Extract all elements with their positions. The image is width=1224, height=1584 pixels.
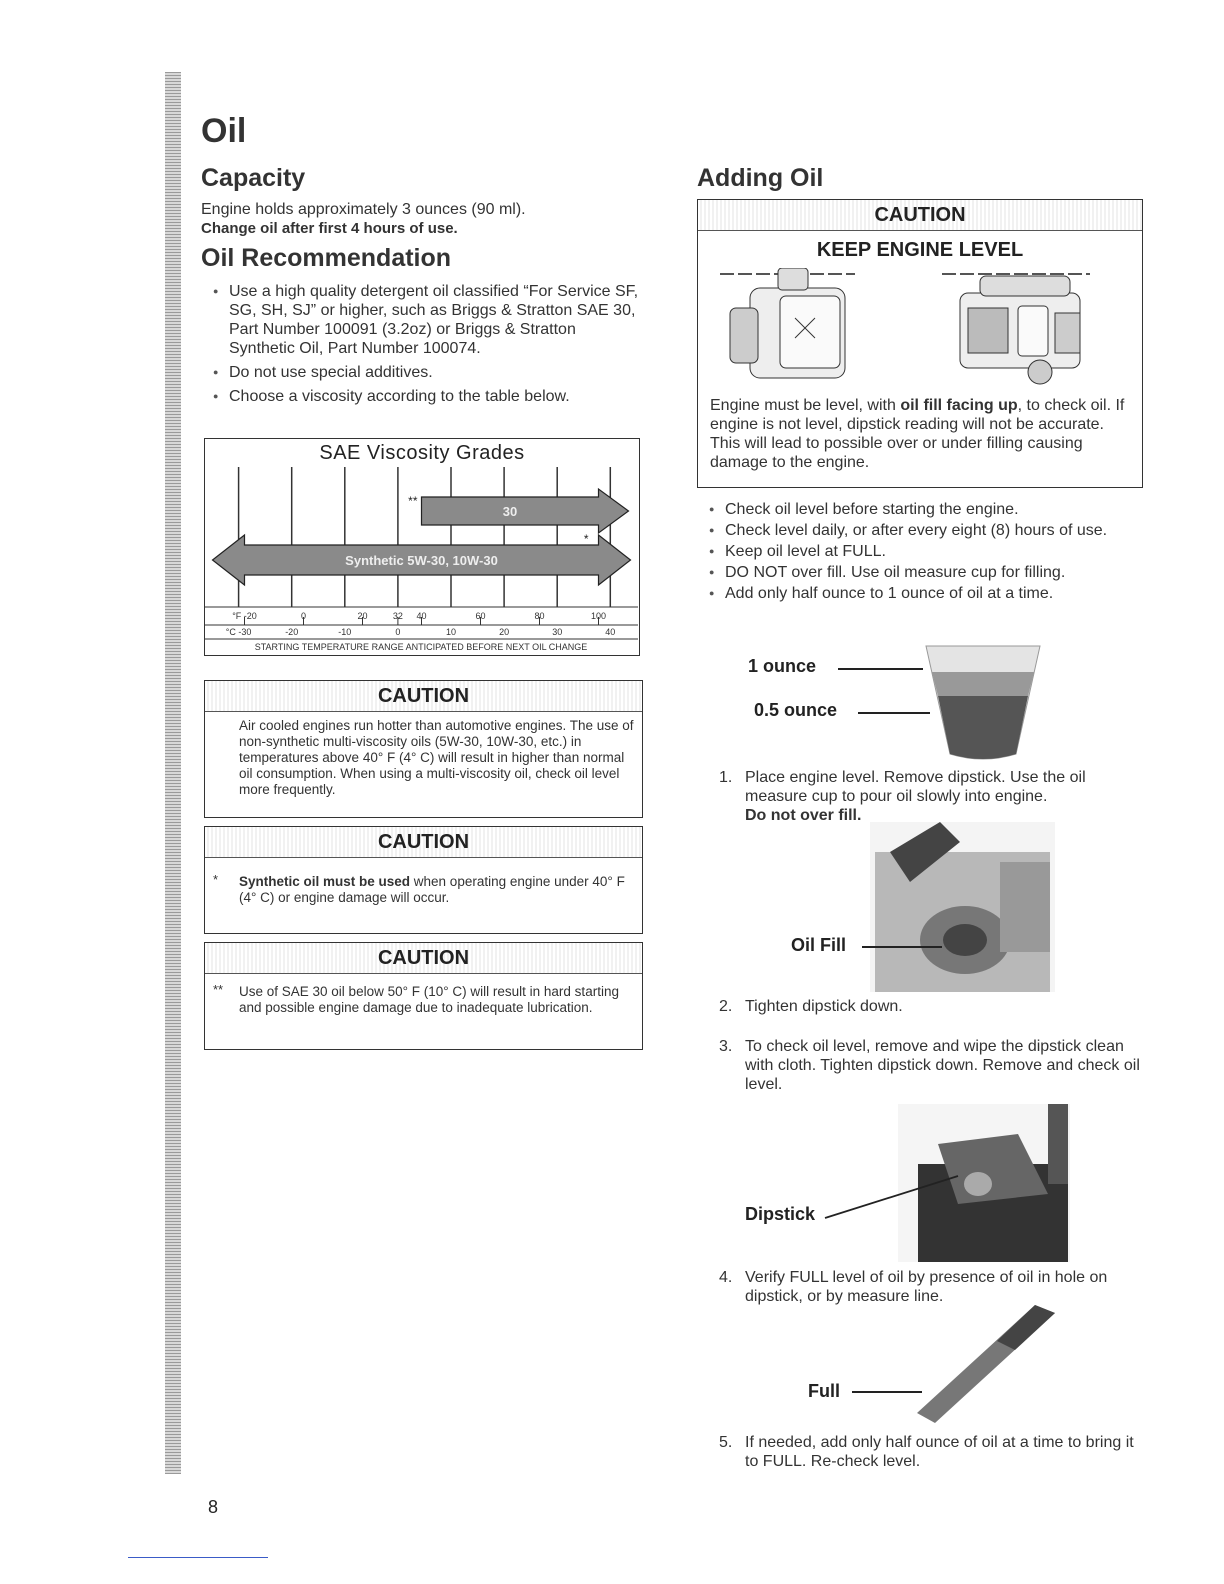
f-tick-label: °F -20 [232,611,257,621]
list-item: ● Do not use special additives. [201,363,646,382]
capacity-text [201,200,631,238]
list-item: ● DO NOT over fill. Use oil measure cup for filling. [697,563,1137,582]
step-text: If needed, add only half ounce of oil at a time to bring it to FULL. Re-check level. [745,1434,1134,1470]
step-text: To check oil level, remove and wipe the dipstick clean with cloth. Tighten dipstick down. Remove and check oil level. [745,1038,1140,1093]
caution-title: CAUTION [698,200,1142,231]
c-tick-label: 10 [445,627,457,637]
capacity-line: Engine holds approximately 3 ounces (90 ml). [201,201,526,218]
c-tick-label: -20 [285,627,299,637]
viscosity-chart-graphic [205,467,638,657]
list-item: ● Check level daily, or after every eight (8) hours of use. [697,521,1137,540]
engine-front-view-icon [960,276,1080,384]
f-tick-label: 32 [392,611,403,621]
caution-text [710,396,1130,472]
c-tick-label: 40 [605,627,616,637]
caution-box-3 [204,942,643,1050]
caution-body [205,712,642,804]
full-label: Full [808,1381,840,1401]
c-tick-label: 0 [395,627,401,637]
dipstick-label: Dipstick [745,1204,816,1224]
dipstick-pointer [823,1168,963,1220]
page-number: 8 [208,1497,219,1517]
adding-oil-bullets [697,500,1137,605]
list-item: ● Check oil level before starting the engine. [697,500,1137,519]
caution-title: CAUTION [205,943,642,974]
caution-text-part: Engine must be level, with [710,397,901,414]
page-title: Oil [201,112,247,150]
fahrenheit-ticks [232,611,606,625]
step-number: 1. [719,769,733,786]
caution-text-part: , to check oil. If engine is not level, dipstick reading will not be accurate. This will lead to possible over or under filling causing damage to the engine. [710,397,1125,471]
list-item: ● Keep oil level at FULL. [697,542,1137,561]
series-label: Synthetic 5W-30, 10W-30 [345,553,498,568]
footer-rule [128,1557,268,1558]
f-tick-label: 60 [475,611,486,621]
c-tick-label: °C -30 [225,627,252,637]
page-edge-stripe [165,72,181,1474]
step-text: Tighten dipstick down. [745,998,903,1015]
f-tick-label: 20 [357,611,368,621]
engine-side-view-icon [730,268,845,378]
step-3 [719,1037,1140,1094]
list-item: ● Choose a viscosity according to the table below. [201,387,646,406]
caution-box-1 [204,680,643,818]
step-number: 4. [719,1269,733,1286]
viscosity-chart [204,438,640,656]
series-marker: * [583,532,589,546]
chart-series [213,489,631,585]
chart-title: SAE Viscosity Grades [319,442,525,464]
series-label: 30 [502,504,518,519]
caution-body [205,858,642,912]
caution-title: CAUTION [205,827,642,858]
step-4 [719,1268,1140,1306]
list-item: ● Use a high quality detergent oil classified “For Service SF, SG, SH, SJ” or higher, such as Briggs & Stratton SAE 30, Part Number 100091 (3.2oz) or Briggs & Stratton Synthetic Oil, Part Number 100074. [201,282,646,358]
step-text: Verify FULL level of oil by presence of oil in hole on dipstick, or by measure line. [745,1269,1108,1305]
step-5 [719,1433,1140,1471]
f-tick-label: 0 [300,611,307,621]
chart-gridlines [239,467,611,607]
recommendation-list [201,282,646,411]
footnote-marker: * [213,872,219,887]
step-text: Place engine level. Remove dipstick. Use the oil measure cup to pour oil slowly into engine. [745,769,1086,805]
celsius-ticks [226,627,616,637]
arrow-line [852,1391,922,1393]
caution-bold: Synthetic oil must be used [239,874,411,889]
f-tick-label: 100 [590,611,607,621]
caution-box-2 [204,826,643,934]
caution-body [205,974,642,1022]
oil-fill-label: Oil Fill [791,935,847,955]
capacity-heading: Capacity [201,164,306,192]
one-ounce-label: 1 ounce [748,656,817,676]
engine-level-illustration [700,268,1140,386]
series-bar [422,489,629,533]
keep-engine-level-caution [697,199,1143,488]
c-tick-label: -10 [338,627,352,637]
dipstick-closeup-photo [905,1305,1055,1425]
step-number: 3. [719,1038,733,1055]
footnote-marker: ** [213,982,224,997]
step-number: 5. [719,1434,733,1451]
series-marker: ** [408,494,418,508]
half-ounce-label: 0.5 ounce [754,700,838,720]
oil-fill-photo [870,822,1055,992]
caution-text: Use of SAE 30 oil below 50° F (10° C) will result in hard starting and possible engine damage due to inadequate lubrication. [239,984,619,1015]
f-tick-label: 80 [534,611,545,621]
list-item: ● Add only half ounce to 1 ounce of oil at a time. [697,584,1137,603]
c-tick-label: 20 [499,627,510,637]
arrow-line [862,946,942,948]
chart-xlabel: STARTING TEMPERATURE RANGE ANTICIPATED BEFORE NEXT OIL CHANGE [254,642,588,652]
measure-cup-icon [918,636,1048,761]
step-bold: Do not over fill. [745,807,862,824]
step-2 [719,997,1145,1016]
oil-recommendation-heading: Oil Recommendation [201,244,452,272]
adding-oil-heading: Adding Oil [697,164,824,192]
caution-title: CAUTION [205,681,642,712]
caution-text: Air cooled engines run hotter than automotive engines. The use of non-synthetic multi-viscosity oils (5W-30, 10W-30, etc.) in temperatures above 40° F (4° C) will result in higher than normal oil consumption. When using a multi-viscosity oil, check oil level more frequently. [239,718,634,797]
step-1 [719,768,1145,825]
arrow-line [838,668,923,670]
f-tick-label: 40 [416,611,427,621]
capacity-bold: Change oil after first 4 hours of use. [201,220,458,237]
c-tick-label: 30 [552,627,563,637]
caution-bold: oil fill facing up [900,397,1018,414]
step-number: 2. [719,998,733,1015]
keep-level-heading: KEEP ENGINE LEVEL [816,239,1024,261]
caution-text: when operating engine under 40° F (4° C) or engine damage will occur. [239,874,625,905]
